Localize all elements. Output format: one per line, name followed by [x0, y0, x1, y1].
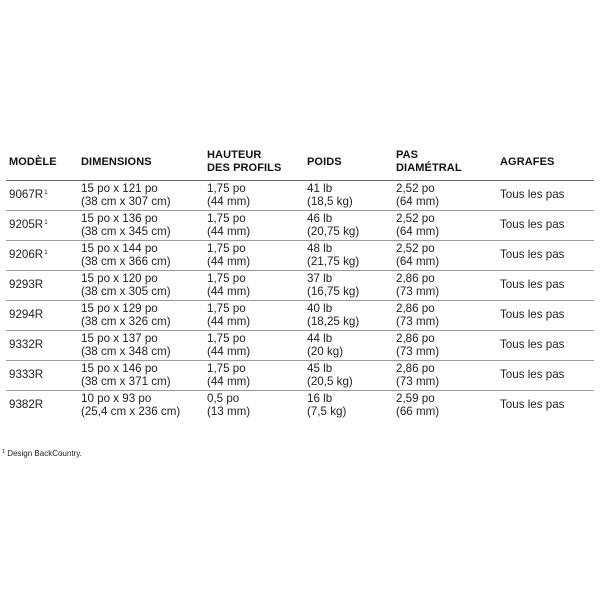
weight-metric: (21,75 kg) [307, 254, 360, 268]
clips-value: Tous les pas [500, 308, 565, 322]
model-number: 9206R [9, 248, 44, 262]
weight-cell [304, 391, 393, 421]
height-metric: (44 mm) [207, 224, 251, 238]
dimensions-metric: (38 cm x 307 cm) [81, 194, 171, 208]
weight-imperial: 46 lb [307, 212, 333, 225]
dimensions-cell [78, 331, 204, 361]
model-number: 9333R [9, 368, 44, 382]
pitch-imperial: 2,52 po [396, 242, 435, 255]
weight-cell [304, 211, 393, 241]
height-imperial: 1,75 po [207, 272, 246, 285]
header-pitch: PAS DIAMÉTRAL [396, 149, 462, 174]
clips-value: Tous les pas [500, 368, 565, 382]
model-cell [6, 241, 78, 271]
table-row [6, 271, 594, 301]
dimensions-imperial: 15 po x 144 po [81, 242, 158, 255]
clips-value: Tous les pas [500, 218, 565, 232]
pitch-metric: (66 mm) [396, 404, 440, 418]
table-row [6, 391, 594, 421]
height-imperial: 1,75 po [207, 212, 246, 225]
dimensions-imperial: 15 po x 120 po [81, 272, 158, 285]
profile-height-cell [204, 331, 304, 361]
height-imperial: 1,75 po [207, 332, 246, 345]
profile-height-cell [204, 241, 304, 271]
pitch-cell [393, 241, 497, 271]
height-metric: (44 mm) [207, 314, 251, 328]
pitch-cell [393, 361, 497, 391]
pitch-metric: (73 mm) [396, 284, 440, 298]
clips-cell [497, 361, 594, 391]
pitch-metric: (73 mm) [396, 374, 440, 388]
footnote [2, 449, 82, 458]
model-cell [6, 361, 78, 391]
weight-imperial: 48 lb [307, 242, 333, 255]
clips-value: Tous les pas [500, 278, 565, 292]
clips-cell [497, 271, 594, 301]
clips-value: Tous les pas [500, 248, 565, 262]
height-imperial: 1,75 po [207, 242, 246, 255]
model-number: 9205R [9, 218, 44, 232]
pitch-imperial: 2,86 po [396, 302, 435, 315]
dimensions-metric: (38 cm x 371 cm) [81, 374, 171, 388]
footnote-reference: 1 [44, 219, 48, 227]
profile-height-cell [204, 391, 304, 421]
clips-cell [497, 301, 594, 331]
height-imperial: 1,75 po [207, 302, 246, 315]
table-row [6, 331, 594, 361]
model-number: 9382R [9, 398, 44, 412]
weight-imperial: 41 lb [307, 182, 333, 195]
model-cell [6, 301, 78, 331]
dimensions-imperial: 10 po x 93 po [81, 392, 152, 405]
weight-cell [304, 241, 393, 271]
height-metric: (44 mm) [207, 194, 251, 208]
header-dimensions: DIMENSIONS [81, 155, 152, 168]
dimensions-cell [78, 361, 204, 391]
footnote-reference: 1 [44, 249, 48, 257]
weight-metric: (20,5 kg) [307, 374, 353, 388]
pitch-imperial: 2,86 po [396, 272, 435, 285]
dimensions-metric: (38 cm x 348 cm) [81, 344, 171, 358]
pitch-metric: (73 mm) [396, 314, 440, 328]
weight-imperial: 40 lb [307, 302, 333, 315]
clips-cell [497, 211, 594, 241]
clips-cell [497, 391, 594, 421]
table-row [6, 211, 594, 241]
pitch-cell [393, 391, 497, 421]
header-model: MODÈLE [9, 155, 57, 168]
dimensions-metric: (38 cm x 305 cm) [81, 284, 171, 298]
dimensions-metric: (25,4 cm x 236 cm) [81, 404, 181, 418]
dimensions-metric: (38 cm x 326 cm) [81, 314, 171, 328]
pitch-cell [393, 331, 497, 361]
weight-cell [304, 361, 393, 391]
model-number: 9293R [9, 278, 44, 292]
dimensions-imperial: 15 po x 137 po [81, 332, 158, 345]
clips-value: Tous les pas [500, 338, 565, 352]
dimensions-imperial: 15 po x 129 po [81, 302, 158, 315]
model-number: 9294R [9, 308, 44, 322]
height-imperial: 1,75 po [207, 362, 246, 375]
height-metric: (44 mm) [207, 374, 251, 388]
model-cell [6, 211, 78, 241]
dimensions-cell [78, 271, 204, 301]
profile-height-cell [204, 181, 304, 211]
dimensions-imperial: 15 po x 146 po [81, 362, 158, 375]
weight-imperial: 16 lb [307, 392, 333, 405]
weight-metric: (20 kg) [307, 344, 344, 358]
pitch-metric: (64 mm) [396, 254, 440, 268]
weight-metric: (7,5 kg) [307, 404, 347, 418]
header-clips: AGRAFES [500, 155, 555, 168]
pitch-imperial: 2,52 po [396, 212, 435, 225]
clips-value: Tous les pas [500, 398, 565, 412]
weight-imperial: 44 lb [307, 332, 333, 345]
weight-imperial: 45 lb [307, 362, 333, 375]
table-row [6, 181, 594, 211]
dimensions-imperial: 15 po x 121 po [81, 182, 158, 195]
footnote-reference: 1 [44, 189, 48, 197]
pitch-imperial: 2,86 po [396, 362, 435, 375]
dimensions-imperial: 15 po x 136 po [81, 212, 158, 225]
profile-height-cell [204, 211, 304, 241]
specifications-table [6, 144, 594, 420]
model-cell [6, 391, 78, 421]
pitch-cell [393, 181, 497, 211]
table-row [6, 301, 594, 331]
pitch-imperial: 2,86 po [396, 332, 435, 345]
model-cell [6, 331, 78, 361]
dimensions-cell [78, 181, 204, 211]
weight-cell [304, 301, 393, 331]
height-imperial: 1,75 po [207, 182, 246, 195]
dimensions-cell [78, 301, 204, 331]
weight-metric: (18,5 kg) [307, 194, 353, 208]
header-row [6, 144, 594, 181]
pitch-metric: (64 mm) [396, 194, 440, 208]
model-cell [6, 181, 78, 211]
profile-height-cell [204, 301, 304, 331]
dimensions-metric: (38 cm x 345 cm) [81, 224, 171, 238]
height-metric: (44 mm) [207, 254, 251, 268]
clips-cell [497, 331, 594, 361]
model-cell [6, 271, 78, 301]
weight-cell [304, 181, 393, 211]
pitch-imperial: 2,52 po [396, 182, 435, 195]
table-row [6, 241, 594, 271]
height-metric: (44 mm) [207, 284, 251, 298]
height-imperial: 0,5 po [207, 392, 240, 405]
header-weight: POIDS [307, 155, 342, 168]
dimensions-cell [78, 241, 204, 271]
dimensions-cell [78, 211, 204, 241]
clips-value: Tous les pas [500, 188, 565, 202]
profile-height-cell [204, 271, 304, 301]
pitch-cell [393, 211, 497, 241]
height-metric: (44 mm) [207, 344, 251, 358]
footnote-text: Design BackCountry. [7, 449, 82, 458]
weight-imperial: 37 lb [307, 272, 333, 285]
pitch-metric: (73 mm) [396, 344, 440, 358]
weight-metric: (20,75 kg) [307, 224, 360, 238]
weight-metric: (16,75 kg) [307, 284, 360, 298]
footnote-mark: 1 [2, 449, 6, 455]
weight-metric: (18,25 kg) [307, 314, 360, 328]
pitch-imperial: 2,59 po [396, 392, 435, 405]
profile-height-cell [204, 361, 304, 391]
height-metric: (13 mm) [207, 404, 251, 418]
model-number: 9332R [9, 338, 44, 352]
dimensions-cell [78, 391, 204, 421]
weight-cell [304, 271, 393, 301]
dimensions-metric: (38 cm x 366 cm) [81, 254, 171, 268]
header-profile-height: HAUTEUR DES PROFILS [207, 149, 282, 174]
model-number: 9067R [9, 188, 44, 202]
pitch-metric: (64 mm) [396, 224, 440, 238]
weight-cell [304, 331, 393, 361]
table-row [6, 361, 594, 391]
pitch-cell [393, 301, 497, 331]
clips-cell [497, 241, 594, 271]
clips-cell [497, 181, 594, 211]
pitch-cell [393, 271, 497, 301]
